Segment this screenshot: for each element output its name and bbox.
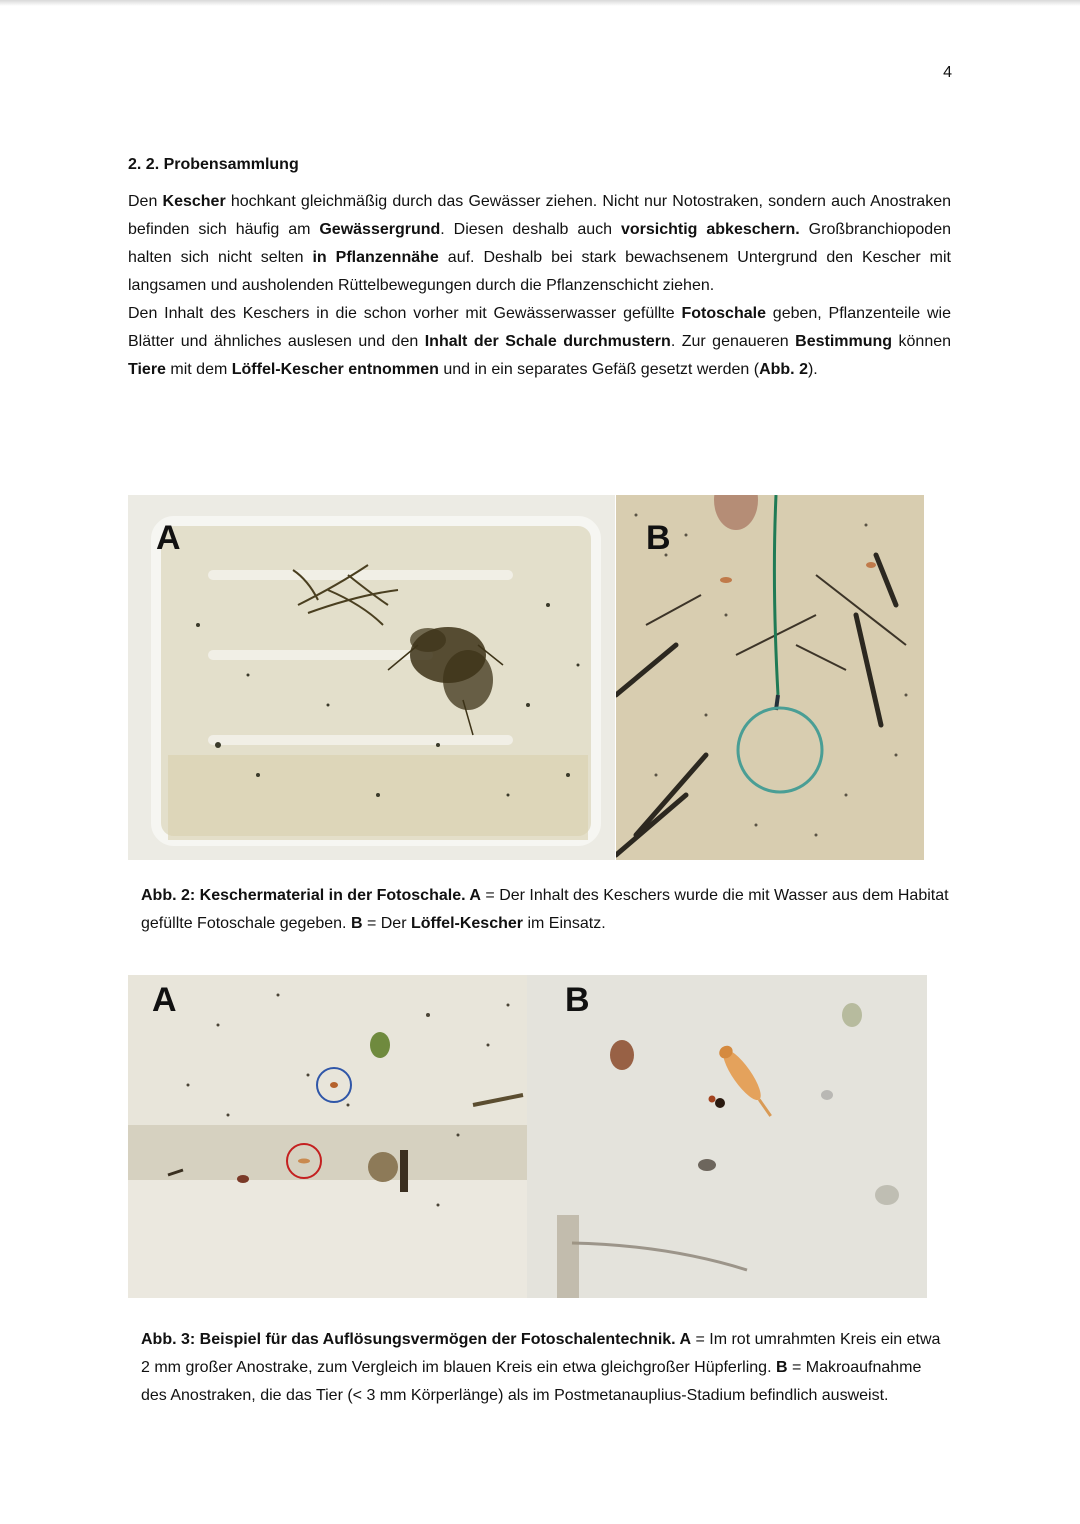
- text-run: = Makroaufnahme des Anostraken, die das Tier (< 3 mm Körperlänge) als im Postmetanauplius-Stadium befindlich ausweist.: [141, 1359, 922, 1404]
- paragraph-2: [128, 300, 951, 384]
- page-number: 4: [943, 64, 952, 81]
- emphasis-text: B: [775, 1359, 788, 1376]
- emphasis-text: B: [350, 915, 363, 932]
- figure3-label-b: B: [565, 981, 590, 1019]
- text-run: im Einsatz.: [523, 915, 606, 932]
- figure2-photo-b: [616, 495, 924, 860]
- text-run: mit dem: [165, 361, 232, 378]
- text-run: . Zur genaueren: [670, 333, 796, 350]
- text-run: ).: [807, 361, 818, 378]
- emphasis-text: Gewässergrund: [319, 221, 441, 238]
- text-run: und in ein separates Gefäß gesetzt werden (: [438, 361, 760, 378]
- figure2-caption: [141, 882, 951, 938]
- text-run: = Der: [362, 915, 411, 932]
- text-run: Den: [128, 193, 163, 210]
- emphasis-text: Abb. 3: Beispiel für das Auflösungsvermögen der Fotoschalentechnik. A: [141, 1331, 692, 1348]
- body-text: [128, 188, 951, 384]
- text-run: hochkant gleichmäßig durch das Gewässer ziehen. Nicht nur Notostraken, sondern auch Anostraken befinden sich häufig am: [128, 193, 952, 238]
- figure2-label-b: B: [646, 519, 671, 557]
- figure3-caption: [141, 1326, 947, 1410]
- emphasis-text: Bestimmung: [795, 333, 893, 350]
- emphasis-text: Abb. 2: Keschermaterial in der Fotoschale. A: [141, 887, 481, 904]
- figure3-photo-a: [128, 975, 527, 1298]
- emphasis-text: Inhalt der Schale durchmustern: [424, 333, 671, 350]
- text-run: Großbranchiopoden halten sich nicht selten: [128, 221, 951, 266]
- text-run: auf. Deshalb bei stark bewachsenem Untergrund den Kescher mit langsamen und ausholenden Rüttelbewegungen durch die Pflanzenschicht ziehen.: [128, 249, 952, 294]
- emphasis-text: Kescher: [162, 193, 226, 210]
- paragraph-1: [128, 188, 951, 300]
- text-run: können: [892, 333, 952, 350]
- text-run: = Der Inhalt des Keschers wurde die mit Wasser aus dem Habitat gefüllte Fotoschale gegeben.: [141, 887, 949, 932]
- figure3-photo-b: [527, 975, 927, 1298]
- emphasis-text: Fotoschale: [681, 305, 766, 322]
- text-run: . Diesen deshalb auch: [440, 221, 621, 238]
- page-top-shadow: [0, 0, 1080, 6]
- figure2-label-a: A: [156, 519, 181, 557]
- text-run: = Im rot umrahmten Kreis ein etwa 2 mm großer Anostrake, zum Vergleich im blauen Kreis ein etwa gleichgroßer Hüpferling.: [141, 1331, 941, 1376]
- emphasis-text: Löffel-Kescher: [410, 915, 523, 932]
- emphasis-text: vorsichtig abkeschern.: [620, 221, 800, 238]
- figure3-label-a: A: [152, 981, 177, 1019]
- emphasis-text: in Pflanzennähe: [312, 249, 439, 266]
- emphasis-text: Abb. 2: [759, 361, 808, 378]
- text-run: Den Inhalt des Keschers in die schon vorher mit Gewässerwasser gefüllte: [128, 305, 682, 322]
- emphasis-text: Löffel-Kescher entnommen: [231, 361, 439, 378]
- text-run: geben, Pflanzenteile wie Blätter und ähnliches auslesen und den: [128, 305, 951, 350]
- section-heading: 2. 2. Probensammlung: [128, 156, 299, 173]
- emphasis-text: Tiere: [128, 361, 166, 378]
- figure2-photo-a: [128, 495, 615, 860]
